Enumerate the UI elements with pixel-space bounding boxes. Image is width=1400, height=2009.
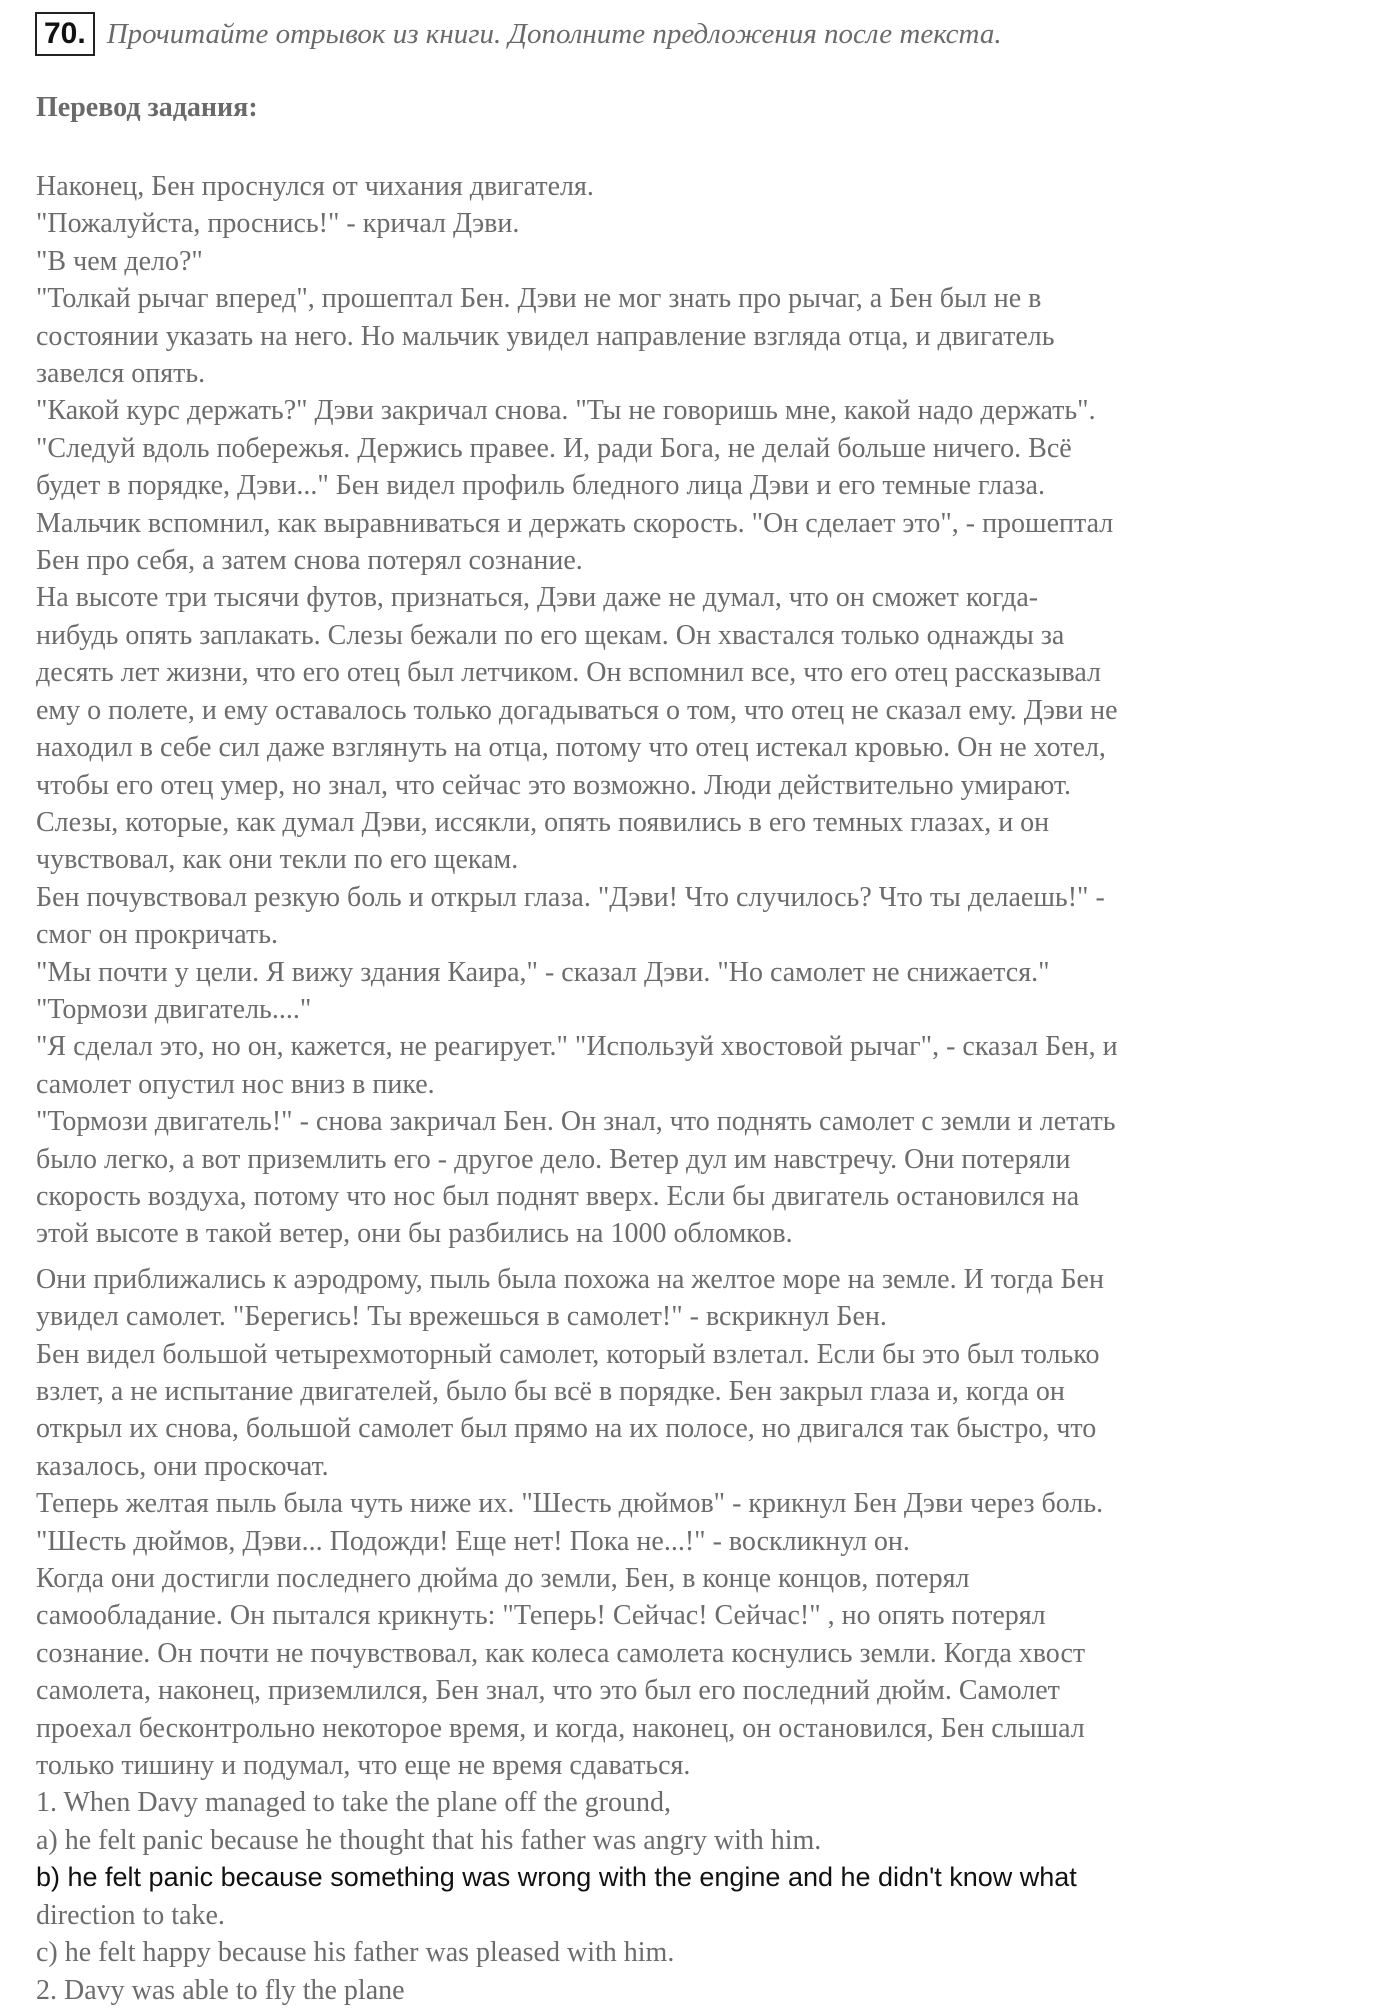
text-line: Слезы, которые, как думал Дэви, иссякли, опять появились в его темных глазах, и он <box>36 806 1050 838</box>
text-line: Они приближались к аэродрому, пыль была похожа на желтое море на земле. И тогда Бен <box>36 1263 1104 1295</box>
text-line: завелся опять. <box>36 358 206 390</box>
text-line: "Шесть дюймов, Дэви... Подожди! Еще нет! Пока не...!" - воскликнул он. <box>36 1525 910 1557</box>
text-line: смог он прокричать. <box>36 919 278 951</box>
text-block-3 <box>36 1897 1366 2009</box>
text-line: скорость воздуха, потому что нос был поднят вверх. Если бы двигатель остановился на <box>36 1180 1080 1212</box>
text-line: "Тормози двигатель...." <box>36 993 312 1025</box>
text-line: ему о полете, и ему оставалось только догадываться о том, что отец не сказал ему. Дэви не <box>36 694 1118 726</box>
text-line: Теперь желтая пыль была чуть ниже их. "Шесть дюймов" - крикнул Бен Дэви через боль. <box>36 1488 1104 1520</box>
text-line: находил в себе сил даже взглянуть на отца, потому что отец истекал кровью. Он не хотел, <box>36 732 1106 764</box>
translation-text <box>36 168 1366 2009</box>
text-block-2 <box>36 1261 1366 1860</box>
text-line: "Пожалуйста, проснись!" - кричал Дэви. <box>36 208 520 240</box>
text-line: состоянии указать на него. Но мальчик увидел направление взгляда отца, и двигатель <box>36 320 1055 352</box>
task-instruction: Прочитайте отрывок из книги. Дополните предложения после текста. <box>106 17 1002 50</box>
text-line: нибудь опять заплакать. Слезы бежали по его щекам. Он хвастался только однажды за <box>36 619 1065 651</box>
text-line: сознание. Он почти не почувствовал, как колеса самолета коснулись земли. Когда хвост <box>36 1637 1086 1669</box>
text-line: Бен почувствовал резкую боль и открыл глаза. "Дэви! Что случилось? Что ты делаешь!" - <box>36 881 1105 913</box>
text-line: десять лет жизни, что его отец был летчиком. Он вспомнил все, что его отец рассказывал <box>36 657 1101 689</box>
text-line: "Следуй вдоль побережья. Держись правее. И, ради Бога, не делай больше ничего. Всё <box>36 432 1072 464</box>
section-title: Перевод задания: <box>36 92 258 123</box>
text-line: казалось, они проскочат. <box>36 1450 329 1482</box>
text-line: чувствовал, как они текли по его щекам. <box>36 844 519 876</box>
text-line: "Я сделал это, но он, кажется, не реагирует." "Используй хвостовой рычаг", - сказал Бен, и <box>36 1031 1118 1063</box>
text-block-1 <box>36 168 1366 1253</box>
answer-line: b) he felt panic because something was wrong with the engine and he didn't know what <box>36 1862 1077 1893</box>
text-line: этой высоте в такой ветер, они бы разбились на 1000 обломков. <box>36 1218 793 1250</box>
text-line: "В чем дело?" <box>36 245 203 277</box>
text-line: Когда они достигли последнего дюйма до земли, Бен, в конце концов, потерял <box>36 1563 970 1595</box>
text-line: увидел самолет. "Берегись! Ты врежешься в самолет!" - вскрикнул Бен. <box>36 1301 887 1333</box>
task-header <box>35 12 1002 56</box>
text-line: "Какой курс держать?" Дэви закричал снова. "Ты не говоришь мне, какой надо держать". <box>36 395 1096 427</box>
text-line: самолета, наконец, приземлился, Бен знал, что это был его последний дюйм. Самолет <box>36 1675 1060 1707</box>
text-line: "Тормози двигатель!" - снова закричал Бен. Он знал, что поднять самолет с земли и летать <box>36 1106 1116 1138</box>
text-line: "Толкай рычаг вперед", прошептал Бен. Дэви не мог знать про рычаг, а Бен был не в <box>36 283 1042 315</box>
text-line: a) he felt panic because he thought that his father was angry with him. <box>36 1824 822 1856</box>
text-line: Бен про себя, а затем снова потерял сознание. <box>36 545 583 577</box>
text-line: Бен видел большой четырехмоторный самолет, который взлетал. Если бы это был только <box>36 1338 1100 1370</box>
text-line: Наконец, Бен проснулся от чихания двигателя. <box>36 171 594 202</box>
text-line: открыл их снова, большой самолет был прямо на их полосе, но двигался так быстро, что <box>36 1413 1097 1445</box>
text-line: direction to take. <box>36 1899 225 1931</box>
text-line: "Мы почти у цели. Я вижу здания Каира," - сказал Дэви. "Но самолет не снижается." <box>36 956 1050 988</box>
text-line: На высоте три тысячи футов, признаться, Дэви даже не думал, что он сможет когда- <box>36 582 1039 614</box>
task-number: 70. <box>35 12 95 56</box>
paragraph-gap <box>36 1253 1366 1261</box>
text-line: 1. When Davy managed to take the plane off the ground, <box>36 1787 671 1819</box>
text-line: чтобы его отец умер, но знал, что сейчас это возможно. Люди действительно умирают. <box>36 769 1072 801</box>
text-line: 2. Davy was able to fly the plane <box>36 1974 405 2006</box>
text-line: Мальчик вспомнил, как выравниваться и держать скорость. "Он сделает это", - прошептал <box>36 507 1114 539</box>
text-line: самообладание. Он пытался крикнуть: "Теперь! Сейчас! Сейчас!" , но опять потерял <box>36 1600 1046 1632</box>
text-line: только тишину и подумал, что еще не время сдаваться. <box>36 1750 691 1782</box>
text-line: самолет опустил нос вниз в пике. <box>36 1068 435 1100</box>
text-line: взлет, а не испытание двигателей, было бы всё в порядке. Бен закрыл глаза и, когда он <box>36 1376 1065 1407</box>
text-line: проехал бесконтрольно некоторое время, и когда, наконец, он остановился, Бен слышал <box>36 1712 1085 1744</box>
text-line: было легко, а вот приземлить его - другое дело. Ветер дул им навстречу. Они потеряли <box>36 1143 1071 1175</box>
text-line: будет в порядке, Дэви..." Бен видел профиль бледного лица Дэви и его темные глаза. <box>36 470 1045 502</box>
text-line: c) he felt happy because his father was pleased with him. <box>36 1937 675 1969</box>
